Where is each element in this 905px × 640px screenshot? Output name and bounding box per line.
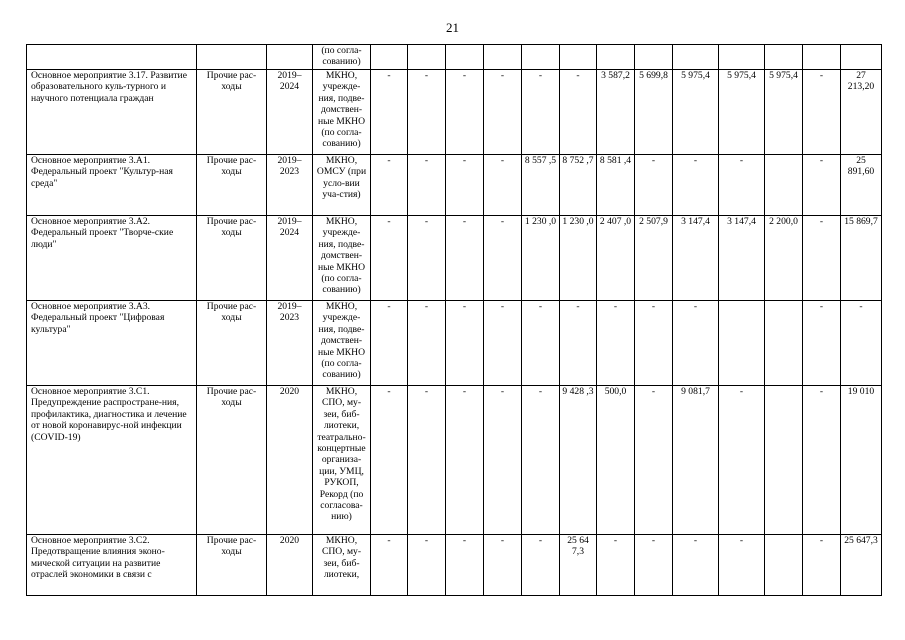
value-cell: -	[522, 386, 560, 535]
years-cell: 2020	[267, 386, 313, 535]
value-cell: -	[371, 301, 408, 386]
table-row	[27, 301, 882, 386]
table-row-continuation	[27, 45, 882, 70]
value-cell: -	[371, 70, 408, 155]
value-cell: -	[446, 301, 484, 386]
value-cell: 5 699,8	[635, 70, 673, 155]
executor-cell: МКНО, СПО, му-зеи, биб-лиотеки, театрально-концертные организа-ции, УМЦ, РУКОП, Рекорд (по согласова-нию)	[313, 386, 371, 535]
value-cell: 2 507,9	[635, 216, 673, 301]
table-row	[27, 216, 882, 301]
value-cell	[765, 535, 803, 596]
table-row	[27, 155, 882, 216]
executor-cell: МКНО, ОМСУ (при усло-вии уча-стия)	[313, 155, 371, 216]
page-number: 21	[446, 20, 459, 35]
value-cell: -	[635, 301, 673, 386]
value-cell: 1 230 ,0	[560, 216, 597, 301]
value-cell: -	[408, 216, 446, 301]
value-cell: -	[484, 155, 522, 216]
executor-cell: МКНО, учрежде-ния, подве-домствен-ные МКНО (по согла-сованию)	[313, 70, 371, 155]
value-cell: -	[522, 70, 560, 155]
value-cell: -	[484, 216, 522, 301]
empty-cell	[522, 45, 560, 70]
empty-cell	[408, 45, 446, 70]
value-cell: 3 147,4	[719, 216, 765, 301]
value-cell: 1 230 ,0	[522, 216, 560, 301]
years-cell: 2019–2024	[267, 70, 313, 155]
executor-cell: МКНО, учрежде-ния, подве-домствен-ные МКНО (по согла-сованию)	[313, 216, 371, 301]
value-cell: 27 213,20	[841, 70, 882, 155]
value-cell: -	[803, 535, 841, 596]
value-cell	[765, 386, 803, 535]
executor-cell: МКНО, СПО, му-зеи, биб-лиотеки,	[313, 535, 371, 596]
value-cell: -	[719, 386, 765, 535]
executor-cell: (по согла- сованию)	[313, 45, 371, 70]
empty-cell	[765, 45, 803, 70]
value-cell: -	[673, 155, 719, 216]
value-cell: -	[635, 155, 673, 216]
value-cell: -	[719, 535, 765, 596]
table-row	[27, 70, 882, 155]
value-cell: -	[484, 535, 522, 596]
table-row	[27, 386, 882, 535]
years-cell: 2019–2024	[267, 216, 313, 301]
activity-name-cell: Основное мероприятие 3.А3. Федеральный проект "Цифровая культура"	[27, 301, 197, 386]
value-cell: -	[803, 301, 841, 386]
empty-cell	[841, 45, 882, 70]
value-cell: -	[446, 216, 484, 301]
empty-cell	[371, 45, 408, 70]
activity-name-cell: Основное мероприятие 3.А1. Федеральный проект "Культур-ная среда"	[27, 155, 197, 216]
activity-name-cell: Основное мероприятие 3.А2. Федеральный проект "Творче-ские люди"	[27, 216, 197, 301]
value-cell: -	[673, 535, 719, 596]
value-cell: 8 581 ,4	[597, 155, 635, 216]
empty-cell	[635, 45, 673, 70]
value-cell: 25 891,60	[841, 155, 882, 216]
value-cell	[719, 301, 765, 386]
value-cell: -	[446, 535, 484, 596]
years-cell: 2019–2023	[267, 155, 313, 216]
empty-cell	[673, 45, 719, 70]
value-cell: 500,0	[597, 386, 635, 535]
value-cell: 19 010	[841, 386, 882, 535]
empty-cell	[560, 45, 597, 70]
value-cell: -	[803, 386, 841, 535]
funding-source-cell: Прочие рас-ходы	[197, 216, 267, 301]
value-cell: 8 752 ,7	[560, 155, 597, 216]
value-cell: 9 428 ,3	[560, 386, 597, 535]
value-cell	[765, 155, 803, 216]
funding-source-cell: Прочие рас-ходы	[197, 535, 267, 596]
table-row	[27, 535, 882, 596]
empty-cell	[27, 45, 197, 70]
value-cell: 2 407 ,0	[597, 216, 635, 301]
activity-name-cell: Основное мероприятие 3.С1. Предупреждение распростране-ния, профилактика, диагностика и лечение от новой коронавирус-ной инфекции (COVID-19)	[27, 386, 197, 535]
value-cell: -	[446, 386, 484, 535]
value-cell: -	[446, 155, 484, 216]
program-table-wrapper	[26, 44, 882, 596]
funding-source-cell: Прочие рас-ходы	[197, 70, 267, 155]
value-cell: -	[560, 301, 597, 386]
value-cell: -	[597, 535, 635, 596]
value-cell: -	[371, 386, 408, 535]
activity-name-cell: Основное мероприятие 3.С2. Предотвращение влияния эконо-мической ситуации на развитие отраслей экономики в связи с	[27, 535, 197, 596]
value-cell: -	[635, 535, 673, 596]
empty-cell	[446, 45, 484, 70]
value-cell: -	[597, 301, 635, 386]
value-cell: 3 147,4	[673, 216, 719, 301]
years-cell: 2019–2023	[267, 301, 313, 386]
program-table	[26, 44, 882, 596]
value-cell: -	[408, 155, 446, 216]
value-cell: -	[673, 301, 719, 386]
empty-cell	[267, 45, 313, 70]
value-cell: 9 081,7	[673, 386, 719, 535]
value-cell: 15 869,7	[841, 216, 882, 301]
value-cell: 5 975,4	[765, 70, 803, 155]
value-cell: 5 975,4	[673, 70, 719, 155]
value-cell: 2 200,0	[765, 216, 803, 301]
executor-cell: МКНО, учрежде-ния, подве-домствен-ные МКНО (по согла-сованию)	[313, 301, 371, 386]
value-cell: -	[522, 535, 560, 596]
value-cell: -	[408, 535, 446, 596]
value-cell: 25 647,3	[841, 535, 882, 596]
value-cell: -	[371, 216, 408, 301]
empty-cell	[719, 45, 765, 70]
activity-name-cell: Основное мероприятие 3.17. Развитие образовательного куль-турного и научного потенциала граждан	[27, 70, 197, 155]
value-cell: 25 64 7,3	[560, 535, 597, 596]
table-body	[27, 45, 882, 596]
value-cell: -	[446, 70, 484, 155]
value-cell: -	[371, 535, 408, 596]
funding-source-cell: Прочие рас-ходы	[197, 386, 267, 535]
value-cell: -	[522, 301, 560, 386]
empty-cell	[197, 45, 267, 70]
value-cell: -	[408, 70, 446, 155]
value-cell: -	[803, 155, 841, 216]
value-cell: -	[408, 301, 446, 386]
value-cell: -	[408, 386, 446, 535]
value-cell: -	[560, 70, 597, 155]
value-cell	[765, 301, 803, 386]
value-cell: -	[719, 155, 765, 216]
years-cell: 2020	[267, 535, 313, 596]
value-cell: 8 557 ,5	[522, 155, 560, 216]
value-cell: -	[635, 386, 673, 535]
funding-source-cell: Прочие рас-ходы	[197, 301, 267, 386]
empty-cell	[597, 45, 635, 70]
value-cell: 5 975,4	[719, 70, 765, 155]
value-cell: -	[484, 301, 522, 386]
value-cell: -	[841, 301, 882, 386]
value-cell: -	[484, 386, 522, 535]
value-cell: -	[371, 155, 408, 216]
funding-source-cell: Прочие рас-ходы	[197, 155, 267, 216]
empty-cell	[803, 45, 841, 70]
value-cell: 3 587,2	[597, 70, 635, 155]
value-cell: -	[484, 70, 522, 155]
empty-cell	[484, 45, 522, 70]
value-cell: -	[803, 216, 841, 301]
value-cell: -	[803, 70, 841, 155]
